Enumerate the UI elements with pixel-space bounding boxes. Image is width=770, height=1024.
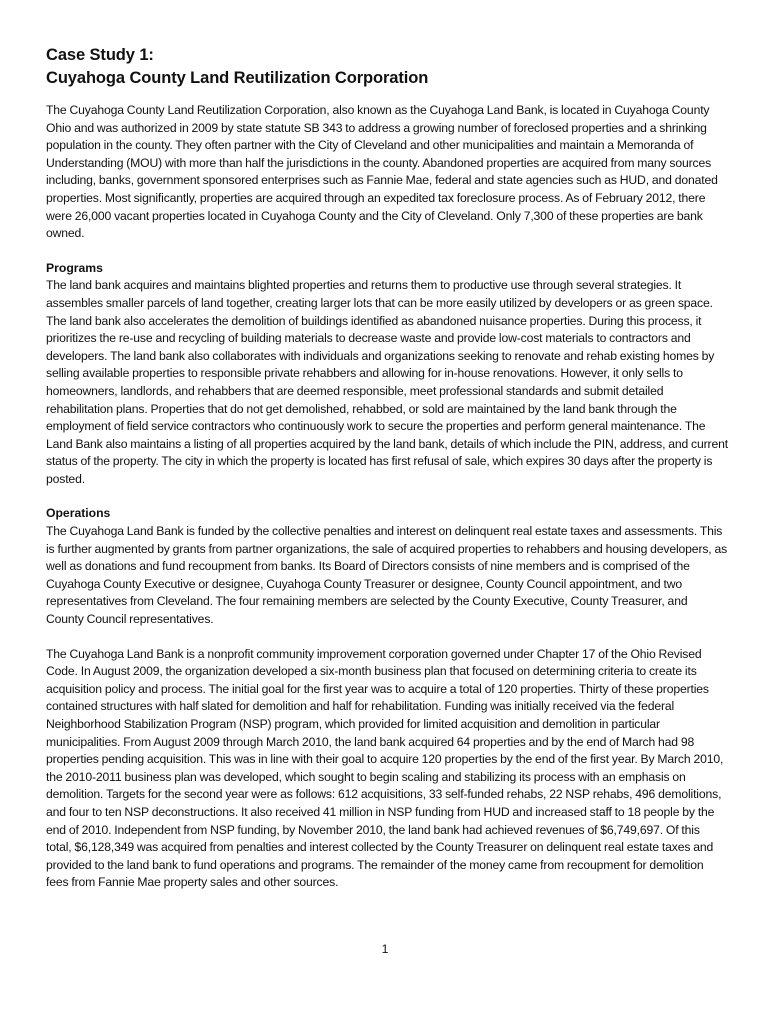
operations-paragraph-2: The Cuyahoga Land Bank is a nonprofit community improvement corporation governed under Chapter 17 of the Ohio Revised Code. In August 2009, the organization developed a six-month business plan that focused on determining criteria to create its acquisition policy and process. The initial goal for the first year was to acquire a total of 120 properties. Thirty of these properties contained structures with half slated for demolition and half for rehabilitation. Funding was initially received via the federal Neighborhood Stabilization Program (NSP) program, which provided for limited acquisition and demolition in particular municipalities. From August 2009 through March 2010, the land bank acquired 64 properties and by the end of March had 98 properties pending acquisition. This was in line with their goal to acquire 120 properties by the end of the first year. By March 2010, the 2010-2011 business plan was developed, which sought to begin scaling and stabilizing its process with an emphasis on demolition. Targets for the second year were as follows: 612 acquisitions, 33 self-funded rehabs, 22 NSP rehabs, 496 demolitions, and four to ten NSP deconstructions. It also received 41 million in NSP funding from HUD and increased staff to 18 people by the end of 2010. Independent from NSP funding, by November 2010, the land bank had achieved revenues of $6,749,697. Of this total, $6,128,349 was acquired from penalties and interest collected by the County Treasurer on delinquent real estate taxes and provided to the land bank to fund operations and programs. The remainder of the money came from recoupment for demolition fees from Fannie Mae property sales and other sources.: [46, 646, 724, 890]
programs-paragraph: The land bank acquires and maintains blighted properties and returns them to productive use through several strategies. It assembles smaller parcels of land together, creating larger lots that can be more easily utilized by developers or as green space. The land bank also accelerates the demolition of buildings identified as abandoned nuisance properties. During this process, it prioritizes the re-use and recycling of building materials to decrease waste and provide low-cost materials to contractors and developers. The land bank also collaborates with individuals and organizations seeking to renovate and rehab existing homes by selling available properties to responsible private rehabbers and allowing for in-house renovations. However, it only sells to homeowners, landlords, and rehabbers that are deemed responsible, meet professional standards and submit detailed rehabilitation plans. Properties that do not get demolished, rehabbed, or sold are maintained by the land bank through the employment of field service contractors who continuously work to secure the properties and perform general maintenance. The Land Bank also maintains a listing of all properties acquired by the land bank, details of which include the PIN, address, and current status of the property. The city in which the property is located has first refusal of sale, which expires 30 days after the property is posted.: [46, 278, 728, 486]
operations-paragraph-1: The Cuyahoga Land Bank is funded by the collective penalties and interest on delinquent real estate taxes and assessments. This is further augmented by grants from partner organizations, the sale of acquired properties to rehabbers and housing developers, as well as donations and fund recoupment from banks. Its Board of Directors consists of nine members and is comprised of the Cuyahoga County Executive or designee, Cuyahoga County Treasurer or designee, County Council appointment, and two representatives from Cleveland. The four remaining members are selected by the County Executive, County Treasurer, and County Council representatives.: [46, 524, 728, 627]
title-line-1: Case Study 1:: [46, 46, 154, 64]
document-page: [46, 44, 728, 892]
intro-paragraph: The Cuyahoga County Land Reutilization Corporation, also known as the Cuyahoga Land Bank, is located in Cuyahoga County Ohio and was authorized in 2009 by state statute SB 343 to address a growing number of foreclosed properties and a shrinking population in the county. They often partner with the City of Cleveland and other municipalities and maintain a Memoranda of Understanding (MOU) with more than half the jurisdictions in the county. Abandoned properties are acquired from many sources including, banks, government sponsored enterprises such as Fannie Mae, federal and state agencies such as HUD, and donated properties. Most significantly, properties are acquired through an expedited tax foreclosure process. As of February 2012, there were 26,000 vacant properties located in Cuyahoga County and the City of Cleveland. Only 7,300 of these properties are bank owned.: [46, 103, 718, 241]
page-number: 1: [381, 942, 389, 956]
operations-section: [46, 505, 728, 891]
operations-heading: Operations: [46, 506, 111, 521]
document-title: [46, 44, 728, 90]
programs-heading: Programs: [46, 260, 103, 275]
programs-section: [46, 260, 728, 489]
title-line-2: Cuyahoga County Land Reutilization Corporation: [46, 69, 429, 87]
